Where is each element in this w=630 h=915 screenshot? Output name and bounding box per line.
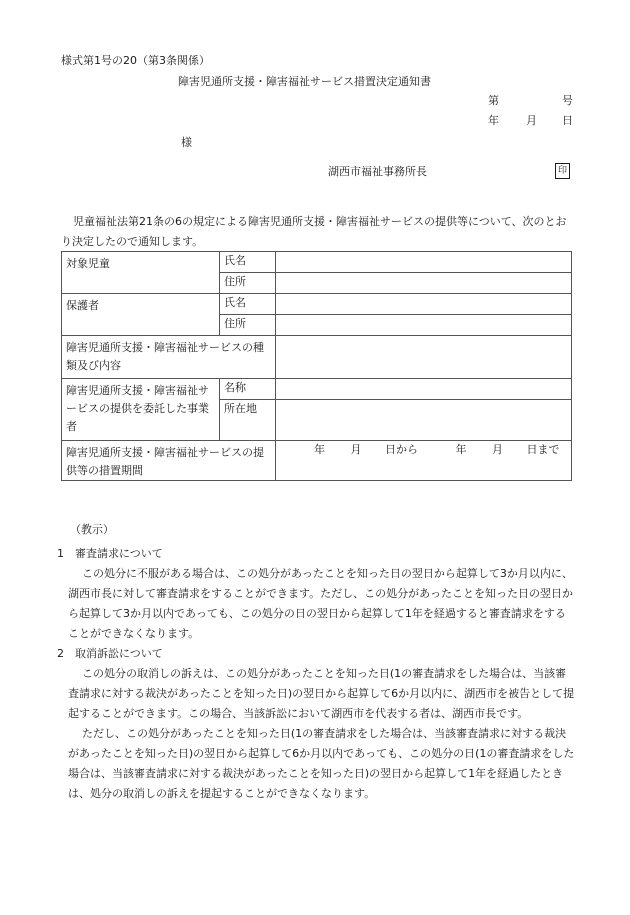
section1-title: 1 審査請求について [57,547,163,560]
section2-body-1: この処分の取消しの訴えは、この処分があったことを知った日(1の審査請求をした場合は、当該審査請求に対する裁決があったことを知った日)の翌日から起算して6か月以内に、湖西市を被告として提起することができます。この場合、当該訴訟において湖西市を代表する者は、湖西市長です。 [68,667,575,720]
guardian-address-field[interactable] [276,315,572,336]
table-row [62,379,572,400]
period-start-suffix: 日から [385,443,418,456]
table-row [62,252,572,273]
guardian-name-field[interactable] [276,294,572,315]
intro-paragraph: 児童福祉法第21条の6の規定による障害児通所支援・障害福祉サービスの提供等について、次のとおり決定したので通知します。 [61,215,567,248]
table-row [62,294,572,315]
section2-title: 2 取消訴訟について [57,647,163,660]
service-type-field[interactable] [276,336,572,379]
section2-body-2: ただし、この処分があったことを知った日(1の審査請求をした場合は、当該審査請求に対する裁決があったことを知った日)の翌日から起算して6か月以内であっても、この処分の日(1の審査請求をした場合は、当該審査請求に対する裁決があったことを知った日)の翌日から起算して1年を経過したときは、処分の取消しの訴えを提起することができなくなります。 [68,727,575,800]
contractor-name-label: 名称 [220,379,276,400]
period-end-month: 月 [492,443,503,456]
period-start-year: 年 [314,443,325,456]
section1-body: この処分に不服がある場合は、この処分があったことを知った日の翌日から起算して3か月以内に、湖西市長に対して審査請求をすることができます。ただし、この処分があったことを知った日の翌日から起算して3か月以内であっても、この処分の日の翌日から起算して1年を経過すると審査請求をすることができなくなります。 [68,567,574,640]
appeal-notice [57,520,576,804]
form-number: 様式第1号の20（第3条関係） [61,54,210,67]
guardian-address-label: 住所 [220,315,276,336]
decision-form-table [61,251,572,481]
child-name-field[interactable] [276,252,572,273]
table-row [62,336,572,379]
target-child-label: 対象児童 [62,252,220,294]
seal-mark: 印 [555,163,570,179]
period-end-suffix: 日まで [526,443,560,456]
date-month-label: 月 [526,114,537,127]
service-type-label: 障害児通所支援・障害福祉サービスの種類及び内容 [62,336,276,379]
period-label: 障害児通所支援・障害福祉サービスの提供等の措置期間 [62,441,276,481]
child-address-label: 住所 [220,273,276,294]
child-name-label: 氏名 [220,252,276,273]
table-row [62,441,572,481]
contractor-location-field[interactable] [276,400,572,441]
document-number-suffix: 号 [562,94,573,107]
document-number-label: 第 [488,94,499,107]
contractor-location-label: 所在地 [220,400,276,441]
guardian-name-label: 氏名 [220,294,276,315]
addressee-suffix: 様 [181,136,192,149]
date-day-label: 日 [562,114,573,127]
date-year-label: 年 [488,114,499,127]
contractor-name-field[interactable] [276,379,572,400]
period-start-month: 月 [350,443,362,456]
period-end-year: 年 [455,443,467,456]
notice-heading: （教示） [70,523,114,536]
child-address-field[interactable] [276,273,572,294]
contractor-label: 障害児通所支援・障害福祉サービスの提供を委託した事業者 [62,379,220,441]
guardian-label: 保護者 [62,294,220,336]
period-field[interactable] [276,441,572,481]
issuer-name: 湖西市福祉事務所長 [328,165,427,178]
document-title: 障害児通所支援・障害福祉サービス措置決定通知書 [178,75,431,88]
